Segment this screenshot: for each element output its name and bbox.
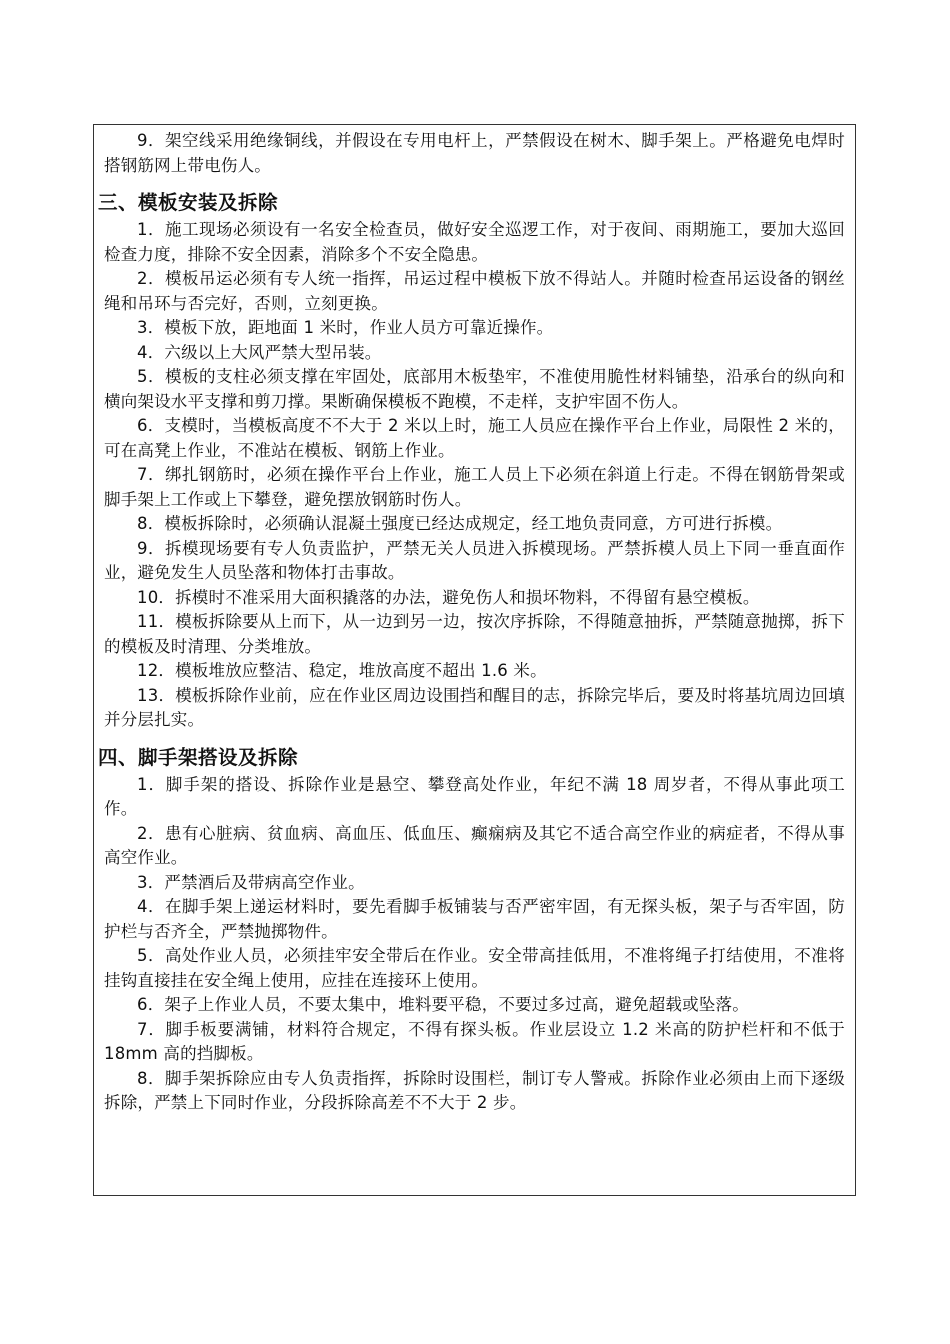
section-gap <box>104 178 845 184</box>
formwork-item-9: 9．拆模现场要有专人负责监护，严禁无关人员进入拆模现场。严禁拆模人员上下同一垂直面作业，避免发生人员坠落和物体打击事故。 <box>104 538 845 582</box>
section-title-formwork: 三、模板安装及拆除 <box>98 191 279 214</box>
section-gap <box>104 733 845 739</box>
intro-item: 9．架空线采用绝缘铜线，并假设在专用电杆上，严禁假设在树木、脚手架上。严格避免电焊时搭钢筋网上带电伤人。 <box>104 131 845 175</box>
formwork-item-8: 8．模板拆除时，必须确认混凝土强度已经达成规定，经工地负责同意，方可进行拆模。 <box>137 514 783 533</box>
formwork-item-11: 11．模板拆除要从上而下，从一边到另一边，按次序拆除，不得随意抽拆，严禁随意抛掷，拆下的模板及时清理、分类堆放。 <box>104 612 845 656</box>
formwork-item-6: 6．支模时，当模板高度不不大于 2 米以上时，施工人员应在操作平台上作业，局限性 2 米的，可在高凳上作业，不准站在模板、钢筋上作业。 <box>104 416 845 460</box>
scaffold-item-6: 6．架子上作业人员，不要太集中，堆料要平稳，不要过多过高，避免超载或坠落。 <box>137 995 749 1014</box>
formwork-item-4: 4．六级以上大风严禁大型吊装。 <box>137 342 382 362</box>
scaffold-item-2: 2．患有心脏病、贫血病、高血压、低血压、癫痫病及其它不适合高空作业的病症者，不得从事高空作业。 <box>104 823 845 867</box>
section-title-scaffold: 四、脚手架搭设及拆除 <box>98 745 299 769</box>
formwork-item-7: 7．绑扎钢筋时，必须在操作平台上作业，施工人员上下必须在斜道上行走。不得在钢筋骨架或脚手架上工作或上下攀登，避免摆放钢筋时伤人。 <box>104 465 845 509</box>
formwork-item-13: 13．模板拆除作业前，应在作业区周边设围挡和醒目的志，拆除完毕后，要及时将基坑周边回填并分层扎实。 <box>104 685 845 729</box>
formwork-item-1: 1．施工现场必须设有一名安全检查员，做好安全巡逻工作，对于夜间、雨期施工，要加大巡回检查力度，排除不安全因素，消除多个不安全隐患。 <box>104 220 845 264</box>
scaffold-item-4: 4．在脚手架上递运材料时，要先看脚手板铺装与否严密牢固，有无探头板，架子与否牢固，防护栏与否齐全，严禁抛掷物件。 <box>104 897 845 941</box>
scaffold-item-8: 8．脚手架拆除应由专人负责指挥，拆除时设围栏，制订专人警戒。拆除作业必须由上而下逐级拆除，严禁上下同时作业，分段拆除高差不不大于 2 步。 <box>104 1068 845 1112</box>
scaffold-item-5: 5．高处作业人员，必须挂牢安全带后在作业。安全带高挂低用，不准将绳子打结使用，不准将挂钩直接挂在安全绳上使用，应挂在连接环上使用。 <box>104 946 845 990</box>
formwork-item-3: 3．模板下放，距地面 1 米时，作业人员方可靠近操作。 <box>137 318 554 337</box>
formwork-item-12: 12．模板堆放应整洁、稳定，堆放高度不超出 1.6 米。 <box>137 661 547 680</box>
formwork-item-5: 5．模板的支柱必须支撑在牢固处，底部用木板垫牢，不准使用脆性材料铺垫，沿承台的纵向和横向架设水平支撑和剪刀撑。果断确保模板不跑模，不走样，支护牢固不伤人。 <box>104 367 845 411</box>
document-frame <box>93 124 856 1196</box>
formwork-item-2: 2．模板吊运必须有专人统一指挥，吊运过程中模板下放不得站人。并随时检查吊运设备的钢丝绳和吊环与否完好，否则，立刻更换。 <box>104 269 845 313</box>
formwork-item-10: 10．拆模时不准采用大面积撬落的办法，避免伤人和损坏物料，不得留有悬空模板。 <box>137 587 760 607</box>
scaffold-item-1: 1．脚手架的搭设、拆除作业是悬空、攀登高处作业，年纪不满 18 周岁者，不得从事此项工作。 <box>104 774 845 818</box>
scaffold-item-7: 7．脚手板要满铺，材料符合规定，不得有探头板。作业层设立 1.2 米高的防护栏杆和不低于 18mm 高的挡脚板。 <box>104 1019 845 1063</box>
scaffold-item-3: 3．严禁酒后及带病高空作业。 <box>137 872 365 892</box>
